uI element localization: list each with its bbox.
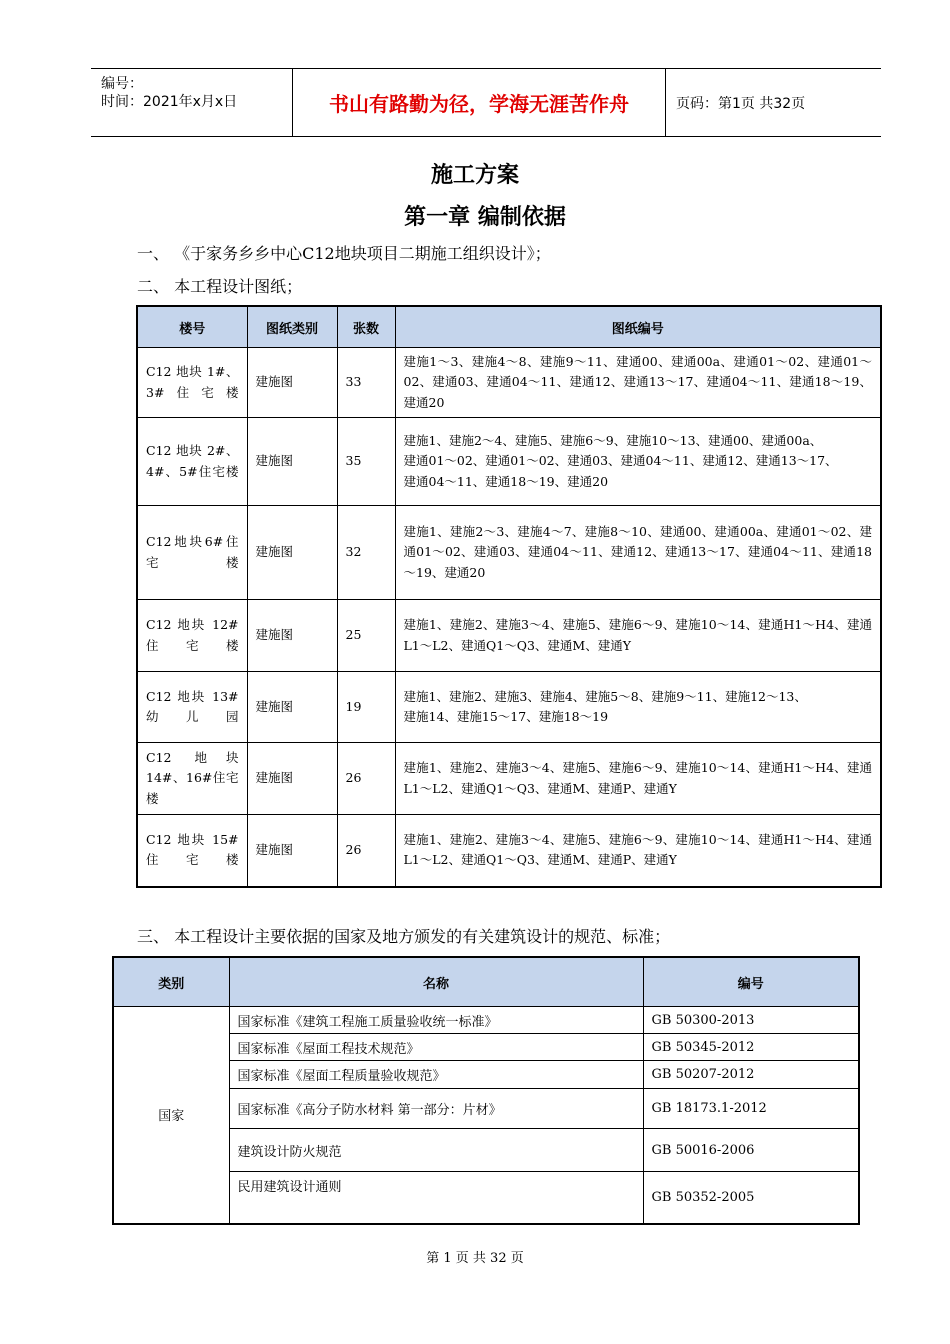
header-motto: 书山有路勤为径，学海无涯苦作舟 (329, 92, 629, 116)
category-cell: 建施图 (247, 815, 337, 887)
header-meta (91, 69, 293, 136)
standard-name-cell: 国家标准《屋面工程技术规范》 (229, 1034, 643, 1061)
drawing-numbers-line: 建施14、建施15～17、建施18～19 (403, 709, 609, 724)
building-cell: C12 地块 1#、3#住宅楼 (137, 348, 247, 418)
building-cell: C12 地块 13#幼儿园 (137, 672, 247, 743)
column-header: 图纸编号 (395, 306, 881, 348)
drawing-numbers-cell (395, 506, 881, 600)
standard-code-cell: GB 50345-2012 (643, 1034, 859, 1061)
category-cell: 建施图 (247, 348, 337, 418)
table-row (137, 348, 881, 418)
drawing-numbers-cell (395, 815, 881, 887)
basis-item-3: 三、 本工程设计主要依据的国家及地方颁发的有关建筑设计的规范、标准； (137, 927, 671, 946)
column-header: 楼号 (137, 306, 247, 348)
number-label: 编号： (101, 76, 143, 92)
time-label: 时间：2021年x月x日 (101, 94, 238, 110)
category-cell: 建施图 (247, 506, 337, 600)
count-cell: 32 (337, 506, 395, 600)
count-cell: 35 (337, 418, 395, 506)
page-footer: 第 1 页 共 32 页 (426, 1251, 524, 1266)
category-cell: 建施图 (247, 600, 337, 672)
drawings-table (136, 305, 882, 888)
standard-code-cell: GB 50016-2006 (643, 1129, 859, 1172)
building-cell: C12地块6#住宅楼 (137, 506, 247, 600)
column-header: 图纸类别 (247, 306, 337, 348)
drawing-numbers-line: 建通01～02、建通01～02、建通03、建通04～11、建通12、建通13～17、 (403, 453, 838, 469)
building-cell: C12 地块 15#住宅楼 (137, 815, 247, 887)
table-header-row (113, 957, 859, 1007)
table-row (137, 815, 881, 887)
building-cell: C12 地块 2#、4#、5#住宅楼 (137, 418, 247, 506)
standard-code-cell: GB 50300-2013 (643, 1007, 859, 1034)
basis-item-1: 一、 《于家务乡乡中心C12地块项目二期施工组织设计》； (137, 244, 551, 263)
drawing-numbers-cell (395, 743, 881, 815)
standard-name-cell: 建筑设计防火规范 (229, 1129, 643, 1172)
drawing-numbers-cell (395, 348, 881, 418)
drawing-numbers-cell (395, 418, 881, 506)
category-cell: 建施图 (247, 672, 337, 743)
column-header: 编号 (643, 957, 859, 1007)
column-header: 张数 (337, 306, 395, 348)
standard-code-cell: GB 50352-2005 (643, 1172, 859, 1224)
page-header (91, 68, 881, 137)
chapter-title: 第一章 编制依据 (404, 204, 566, 230)
column-header: 名称 (229, 957, 643, 1007)
drawing-numbers-line: 建施1、建施2、建施3～4、建施5、建施6～9、建施10～14、建通H1～H4、建通L1～L2、建通Q1～Q3、建通M、建通P、建通Y (403, 831, 872, 868)
standard-code-cell: GB 18173.1-2012 (643, 1089, 859, 1129)
table-row (137, 418, 881, 506)
drawing-numbers-cell (395, 672, 881, 743)
count-cell: 25 (337, 600, 395, 672)
standard-name-cell: 国家标准《建筑工程施工质量验收统一标准》 (229, 1007, 643, 1034)
table-row (137, 672, 881, 743)
count-cell: 26 (337, 743, 395, 815)
building-cell: C12 地块 14#、16#住宅楼 (137, 743, 247, 815)
drawing-numbers-line: 建施1、建施2～4、建施5、建施6～9、建施10～13、建通00、建通00a、 (403, 432, 823, 448)
standard-name-cell: 国家标准《屋面工程质量验收规范》 (229, 1061, 643, 1089)
standards-table (112, 956, 860, 1225)
standard-name-cell: 国家标准《高分子防水材料 第一部分：片材》 (229, 1089, 643, 1129)
standard-name-cell: 民用建筑设计通则 (229, 1172, 643, 1224)
drawing-numbers-line: 建施1～3、建施4～8、建施9～11、建通00、建通00a、建通01～02、建通01～02、建通03、建通04～11、建通12、建通13～17、建通04～11、建通18～19、建通20 (403, 353, 872, 410)
category-cell: 国家 (113, 1007, 229, 1224)
count-cell: 26 (337, 815, 395, 887)
count-cell: 19 (337, 672, 395, 743)
header-motto-cell (293, 69, 666, 136)
table-row (137, 743, 881, 815)
building-cell: C12 地块 12#住宅楼 (137, 600, 247, 672)
drawing-numbers-line: 建通04～11、建通18～19、建通20 (403, 473, 609, 489)
table-row (137, 600, 881, 672)
drawing-numbers-line: 建施1、建施2、建施3～4、建施5、建施6～9、建施10～14、建通H1～H4、建通L1～L2、建通Q1～Q3、建通M、建通Y (403, 617, 872, 653)
column-header: 类别 (113, 957, 229, 1007)
category-cell: 建施图 (247, 743, 337, 815)
drawing-numbers-line: 建施1、建施2、建施3、建施4、建施5～8、建施9～11、建施12～13、 (403, 688, 807, 704)
header-page-info: 页码：第1页 共32页 (676, 95, 806, 112)
drawing-numbers-cell (395, 600, 881, 672)
standard-code-cell: GB 50207-2012 (643, 1061, 859, 1089)
count-cell: 33 (337, 348, 395, 418)
drawing-numbers-line: 建施1、建施2～3、建施4～7、建施8～10、建通00、建通00a、建通01～02、建通01～02、建通03、建通04～11、建通12、建通13～17、建通04～11、建通18～19、建通20 (403, 523, 872, 580)
table-header-row (137, 306, 881, 348)
basis-item-2: 二、 本工程设计图纸； (137, 277, 303, 296)
drawing-numbers-line: 建施1、建施2、建施3～4、建施5、建施6～9、建施10～14、建通H1～H4、建通L1～L2、建通Q1～Q3、建通M、建通P、建通Y (403, 760, 872, 796)
document-title: 施工方案 (430, 162, 519, 188)
category-cell: 建施图 (247, 418, 337, 506)
table-row (137, 506, 881, 600)
table-row (113, 1007, 859, 1034)
